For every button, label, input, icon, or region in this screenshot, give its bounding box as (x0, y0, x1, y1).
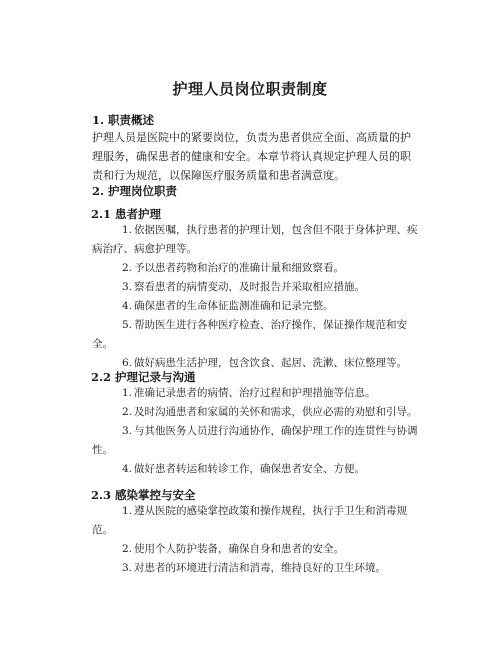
list-item (92, 403, 420, 422)
list-item-number: 6. (121, 357, 132, 369)
section-heading-duties: 2. 护理岗位职责 (92, 184, 178, 198)
subsection-heading-infection: 2.3 感染掌控与安全 (91, 488, 196, 502)
list-item-number: 4. (121, 300, 132, 312)
list-item-number: 2. (121, 406, 132, 418)
list-item (92, 316, 420, 354)
infection-list (92, 502, 420, 578)
list-item-number: 2. (121, 262, 132, 274)
list-item (92, 540, 420, 559)
list-item-text: 及时沟通患者和家属的关怀和需求，供应必需的劝慰和引导。 (134, 406, 418, 418)
list-item-text: 帮助医生进行各种医疗检查、治疗操作，保证操作规范和安全。 (92, 319, 407, 350)
records-list (92, 384, 420, 479)
list-item-text: 准确记录患者的病情、治疗过程和护理措施等信息。 (134, 387, 376, 399)
list-item (92, 559, 420, 578)
patient-care-list (92, 221, 420, 373)
list-item (92, 460, 420, 479)
list-item-text: 察看患者的病情变动，及时报告并采取相应措施。 (134, 281, 365, 293)
subsection-heading-records: 2.2 护理记录与沟通 (91, 370, 196, 384)
list-item-text: 对患者的环境进行清洁和消毒，维持良好的卫生环境。 (134, 562, 386, 574)
list-item-text: 做好病患生活护理，包含饮食、起居、洗漱、床位整理等。 (134, 357, 407, 369)
list-item (92, 259, 420, 278)
overview-paragraph-text: 护理人员是医院中的紧要岗位，负责为患者供应全面、高质量的护理服务，确保患者的健康和安全。本章节将认真规定护理人员的职责和行为规范，以保障医疗服务质量和患者满意度。 (92, 131, 411, 182)
list-item-text: 使用个人防护装备，确保自身和患者的安全。 (134, 543, 344, 555)
list-item-number: 5. (121, 319, 132, 331)
list-item-number: 3. (121, 562, 132, 574)
list-item-text: 确保患者的生命体征监测准确和记录完整。 (134, 300, 334, 312)
list-item-text: 予以患者药物和治疗的准确计量和细致察看。 (134, 262, 344, 274)
list-item-number: 3. (121, 425, 132, 437)
section-heading-overview: 1. 职责概述 (92, 113, 155, 127)
document-title: 护理人员岗位职责制度 (172, 80, 328, 98)
list-item-text: 与其他医务人员进行沟通协作，确保护理工作的连贯性与协调性。 (92, 425, 418, 456)
list-item (92, 422, 420, 460)
list-item-text: 做好患者转运和转诊工作，确保患者安全、方便。 (134, 463, 365, 475)
list-item-number: 4. (121, 463, 132, 475)
list-item (92, 384, 420, 403)
list-item (92, 278, 420, 297)
list-item-text: 依据医嘱，执行患者的护理计划，包含但不限于身体护理、疾病治疗、病愈护理等。 (92, 224, 418, 255)
list-item-text: 遵从医院的感染掌控政策和操作规程，执行手卫生和消毒规范。 (92, 505, 407, 536)
subsection-heading-patient-care: 2.1 患者护理 (91, 207, 162, 221)
list-item-number: 2. (121, 543, 132, 555)
list-item-number: 3. (121, 281, 132, 293)
list-item-number: 1. (121, 387, 132, 399)
list-item (92, 297, 420, 316)
overview-paragraph (92, 128, 420, 185)
list-item (92, 221, 420, 259)
list-item (92, 502, 420, 540)
list-item-number: 1. (121, 224, 132, 236)
list-item-number: 1. (121, 505, 132, 517)
